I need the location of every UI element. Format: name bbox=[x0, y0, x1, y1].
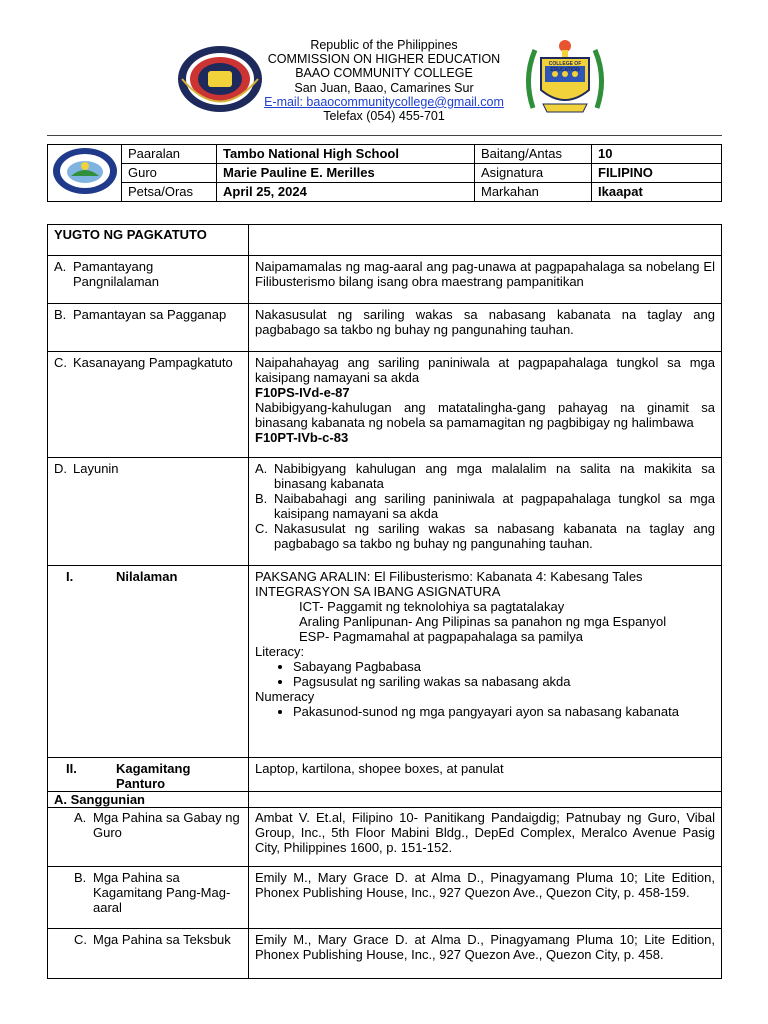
header-divider bbox=[47, 135, 722, 136]
info-row bbox=[48, 183, 722, 202]
header-line-telefax: Telefax (054) 455-701 bbox=[323, 109, 445, 124]
seal-cell bbox=[48, 145, 122, 202]
integrasyon-item: Araling Panlipunan- Ang Pilipinas sa panahon ng mga Espanyol bbox=[299, 614, 667, 629]
row-label: Mga Pahina sa Kagamitang Pang-Mag-aaral bbox=[93, 870, 231, 915]
row-label: A. Sanggunian bbox=[48, 792, 249, 808]
info-value: 10 bbox=[592, 145, 722, 164]
row-label: Kasanayang Pampagkatuto bbox=[73, 355, 233, 370]
paksang-aralin: PAKSANG ARALIN: El Filibusterismo: Kabanata 4: Kabesang Tales bbox=[255, 569, 643, 584]
list-item: • Sabayang Pagbabasa bbox=[293, 659, 715, 674]
header-line-ched: COMMISSION ON HIGHER EDUCATION bbox=[267, 52, 501, 67]
email-link[interactable]: E-mail: baaocommunitycollege@gmail.com bbox=[264, 94, 504, 109]
school-seal-icon bbox=[51, 146, 119, 196]
row-marker: B. bbox=[54, 307, 67, 322]
row-marker: C. bbox=[54, 355, 67, 370]
row-marker: C. bbox=[74, 932, 87, 947]
row-label: Kagamitang Panturo bbox=[116, 761, 191, 791]
list-item: C. Nakasusulat ng sariling wakas sa nabasang kabanata na taglay ang pagbabago sa takbo ng buhay ng pangunahing tauhan. bbox=[255, 521, 715, 551]
header-line-address: San Juan, Baao, Camarines Sur bbox=[294, 80, 474, 95]
row-content: Emily M., Mary Grace D. at Alma D., Pinagyamang Pluma 10; Lite Edition, Phonex Publishing House, Inc., 927 Quezon Ave., Quezon City, p. 458. bbox=[249, 929, 722, 979]
row-marker: D. bbox=[54, 461, 67, 476]
section-heading: YUGTO NG PAGKATUTO bbox=[48, 225, 249, 256]
header-line-college: BAAO COMMUNITY COLLEGE bbox=[295, 66, 473, 81]
info-label: Asignatura bbox=[475, 164, 592, 183]
info-value: Ikaapat bbox=[592, 183, 722, 202]
integrasyon-heading: INTEGRASYON SA IBANG ASIGNATURA bbox=[255, 584, 501, 599]
list-item: • Pakasunod-sunod ng mga pangyayari ayon sa nabasang kabanata bbox=[293, 704, 715, 719]
info-row bbox=[48, 164, 722, 183]
info-value: FILIPINO bbox=[592, 164, 722, 183]
row-marker: I. bbox=[66, 569, 74, 584]
row-content: Emily M., Mary Grace D. at Alma D., Pinagyamang Pluma 10; Lite Edition, Phonex Publishing House, Inc., 927 Quezon Ave., Quezon City, p. 458-159. bbox=[249, 867, 722, 929]
table-row bbox=[48, 304, 722, 352]
table-row bbox=[48, 256, 722, 304]
competency-code: F10PT-IVb-c-83 bbox=[255, 430, 349, 445]
row-label: Pamantayan sa Pagganap bbox=[73, 307, 227, 322]
info-label: Guro bbox=[122, 164, 217, 183]
info-row bbox=[48, 145, 722, 164]
lesson-plan-table bbox=[47, 224, 722, 979]
list-item: • Pagsusulat ng sariling wakas sa nabasang akda bbox=[293, 674, 715, 689]
row-label: Pamantayang Pangnilalaman bbox=[73, 259, 160, 289]
row-marker: II. bbox=[66, 761, 77, 776]
info-label: Markahan bbox=[475, 183, 592, 202]
list-item: A. Nabibigyang kahulugan ang mga malalalim na salita na makikita sa binasang kabanata bbox=[255, 461, 715, 491]
info-table bbox=[47, 144, 722, 202]
row-marker: A. bbox=[74, 810, 87, 825]
table-row bbox=[48, 758, 722, 792]
table-row bbox=[48, 458, 722, 566]
literacy-heading: Literacy: bbox=[255, 644, 305, 659]
row-label: Layunin bbox=[73, 461, 119, 476]
integrasyon-item: ICT- Paggamit ng teknolohiya sa pagtatalakay bbox=[299, 599, 565, 614]
college-of-education-logo-icon bbox=[523, 38, 607, 116]
row-marker: A. bbox=[54, 259, 67, 274]
info-label: Petsa/Oras bbox=[122, 183, 217, 202]
table-row bbox=[48, 867, 722, 929]
college-of-education-logo-text: COLLEGE OF EDUCATION bbox=[548, 61, 582, 73]
info-value: Tambo National High School bbox=[217, 145, 475, 164]
competency-text: Naipahahayag ang sariling paniniwala at pagpapahalaga tungkol sa mga kaisipang namayani sa akda bbox=[255, 355, 715, 385]
row-content: Naipamamalas ng mag-aaral ang pag-unawa at pagpapahalaga sa nobelang El Filibusterismo bilang isang obra maestrang pampanitikan bbox=[249, 256, 722, 304]
row-content: Nakasusulat ng sariling wakas sa nabasang kabanata na taglay ang pagbabago sa takbo ng buhay ng pangunahing tauhan. bbox=[249, 304, 722, 352]
competency-text: Nabibigyang-kahulugan ang matatalingha-gang pahayag na ginamit sa binasang kabanata ng nobela sa pamamagitan ng pagbibigay ng halimbawa bbox=[255, 400, 715, 430]
numeracy-heading: Numeracy bbox=[255, 689, 315, 704]
row-label: Mga Pahina sa Gabay ng Guro bbox=[93, 810, 240, 840]
table-row bbox=[48, 352, 722, 458]
header-line-republic: Republic of the Philippines bbox=[310, 38, 458, 52]
info-value: April 25, 2024 bbox=[217, 183, 475, 202]
row-label: Mga Pahina sa Teksbuk bbox=[93, 932, 231, 947]
table-row bbox=[48, 566, 722, 758]
row-content: Laptop, kartilona, shopee boxes, at panulat bbox=[249, 758, 722, 792]
info-label: Baitang/Antas bbox=[475, 145, 592, 164]
table-row bbox=[48, 929, 722, 979]
row-marker: B. bbox=[74, 870, 87, 885]
competency-code: F10PS-IVd-e-87 bbox=[255, 385, 350, 400]
letterhead bbox=[0, 0, 768, 130]
integrasyon-item: ESP- Pagmamahal at pagpapahalaga sa pamilya bbox=[299, 629, 584, 644]
row-label: Nilalaman bbox=[116, 569, 178, 584]
table-row bbox=[48, 792, 722, 808]
table-row bbox=[48, 225, 722, 256]
list-item: B. Naibabahagi ang sariling paniniwala at pagpapahalaga tungkol sa mga kaisipang namayani sa akda bbox=[255, 491, 715, 521]
table-row bbox=[48, 808, 722, 867]
row-content: Ambat V. Et.al, Filipino 10- Panitikang Pandaigdig; Patnubay ng Guro, Vibal Group, Inc., 5th Floor Mabini Bldg., DepEd Complex, Meralco Avenue Pasig City, Philippines 1600, p. 151-152. bbox=[249, 808, 722, 867]
info-value: Marie Pauline E. Merilles bbox=[217, 164, 475, 183]
info-label: Paaralan bbox=[122, 145, 217, 164]
